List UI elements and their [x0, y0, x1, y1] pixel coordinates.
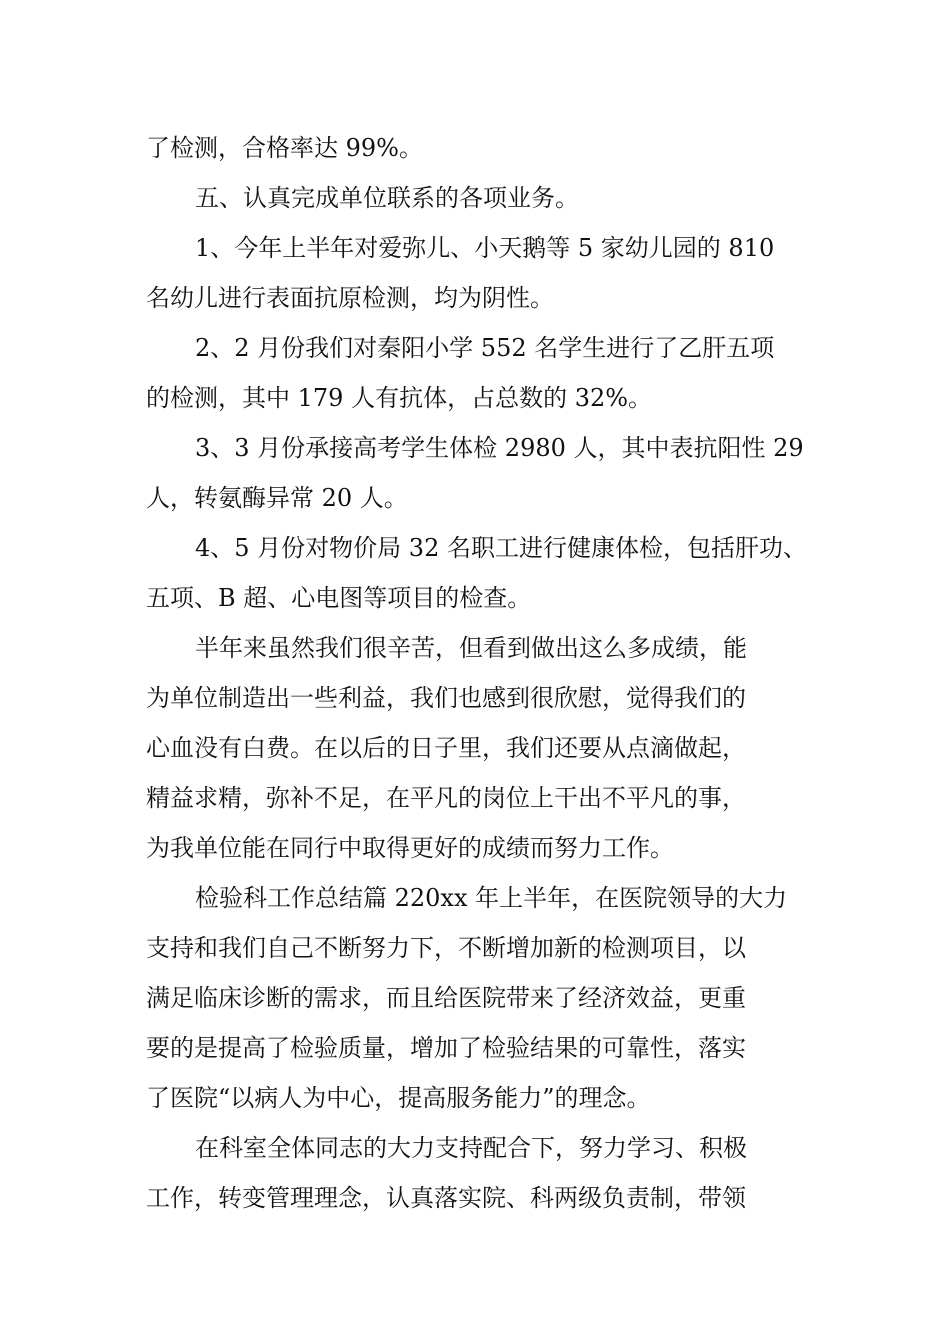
text-line: 精益求精，弥补不足，在平凡的岗位上干出不平凡的事， — [146, 784, 746, 812]
text-line: 为我单位能在同行中取得更好的成绩而努力工作。 — [146, 834, 674, 862]
text-line: 为单位制造出一些利益，我们也感到很欣慰，觉得我们的 — [146, 684, 746, 712]
text-line: 要的是提高了检验质量，增加了检验结果的可靠性，落实 — [146, 1034, 746, 1062]
text-line: 半年来虽然我们很辛苦，但看到做出这么多成绩，能 — [195, 634, 747, 662]
text-line: 名幼儿进行表面抗原检测，均为阴性。 — [146, 284, 554, 312]
text-line: 检验科工作总结篇 220xx 年上半年，在医院领导的大力 — [195, 884, 788, 912]
text-line: 1、今年上半年对爱弥儿、小天鹅等 5 家幼儿园的 810 — [195, 234, 775, 262]
text-line: 了医院“以病人为中心，提高服务能力”的理念。 — [146, 1084, 651, 1112]
text-line: 心血没有白费。在以后的日子里，我们还要从点滴做起， — [146, 734, 746, 762]
text-line: 的检测，其中 179 人有抗体，占总数的 32%。 — [146, 384, 653, 412]
text-line: 满足临床诊断的需求，而且给医院带来了经济效益，更重 — [146, 984, 746, 1012]
text-line: 工作，转变管理理念，认真落实院、科两级负责制，带领 — [146, 1184, 746, 1212]
text-line: 3、3 月份承接高考学生体检 2980 人，其中表抗阳性 29 — [195, 434, 804, 462]
text-line: 人，转氨酶异常 20 人。 — [146, 484, 408, 512]
text-line: 五项、B 超、心电图等项目的检查。 — [146, 584, 532, 612]
text-line: 4、5 月份对物价局 32 名职工进行健康体检，包括肝功、 — [195, 534, 807, 562]
text-line: 支持和我们自己不断努力下，不断增加新的检测项目，以 — [146, 934, 746, 962]
text-line: 了检测，合格率达 99%。 — [146, 134, 423, 162]
text-line: 在科室全体同志的大力支持配合下，努力学习、积极 — [195, 1134, 747, 1162]
text-line: 2、2 月份我们对秦阳小学 552 名学生进行了乙肝五项 — [195, 334, 775, 362]
text-line: 五、认真完成单位联系的各项业务。 — [195, 184, 579, 212]
